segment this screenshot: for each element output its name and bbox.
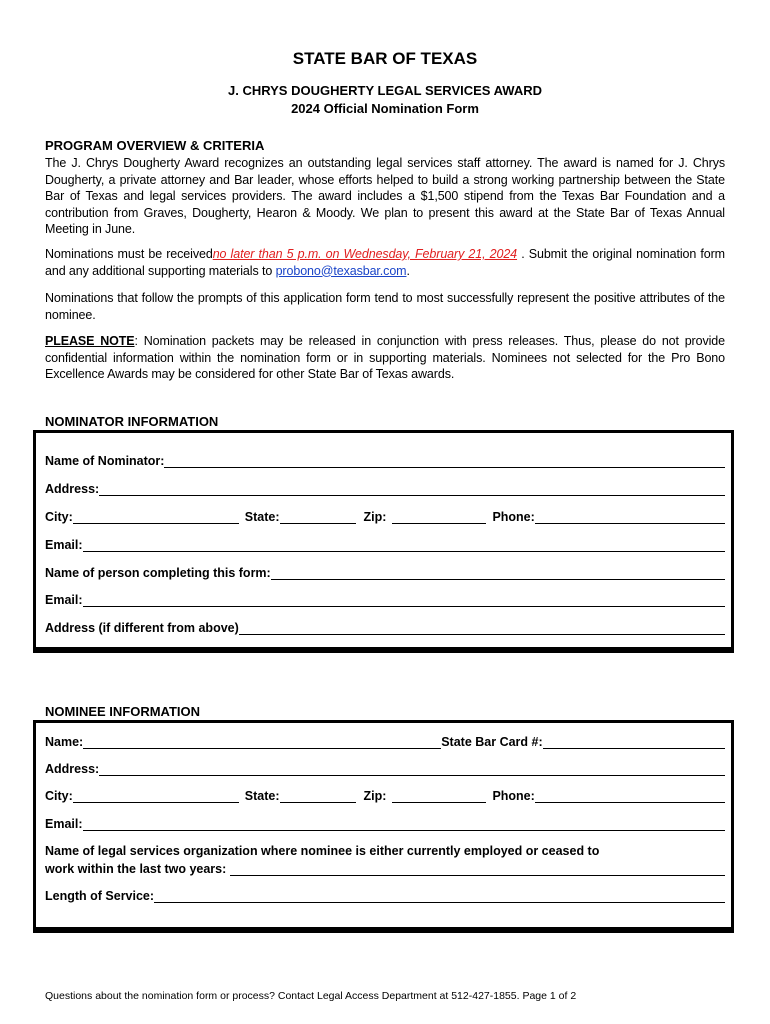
nominee-box	[33, 720, 734, 933]
nominee-heading: NOMINEE INFORMATION	[45, 704, 201, 719]
deadline-intro: Nominations must be received	[45, 247, 213, 261]
completing-email-row	[45, 589, 725, 607]
org-row-2	[45, 858, 725, 876]
completing-email-field[interactable]	[83, 592, 725, 607]
org-label-line1: Name of legal services organization where nominee is either currently employed or ceased to	[45, 844, 600, 858]
nominee-city-row	[45, 785, 725, 803]
nominee-name-field[interactable]	[83, 734, 441, 749]
nominee-address-row	[45, 758, 725, 776]
nominator-state-label: State:	[244, 510, 280, 524]
award-title: J. CHRYS DOUGHERTY LEGAL SERVICES AWARD	[228, 83, 542, 98]
nominator-phone-field[interactable]	[535, 509, 725, 524]
nominator-address-label: Address:	[45, 482, 100, 496]
nominee-phone-label: Phone:	[492, 789, 535, 803]
overview-paragraph: The J. Chrys Dougherty Award recognizes an outstanding legal services staff attorney. The award is named for J. Chrys Dougherty, a private attorney and Bar leader, whose efforts helped to build a strong working partnership between the State Bar of Texas and legal services providers. The award includes a $1,500 stipend from the Texas Bar Foundation and a contribution from Graves, Dougherty, Hearon & Moody. We plan to present this award at the State Bar of Texas Annual Meeting in June.	[45, 156, 725, 236]
alt-address-label: Address (if different from above)	[45, 621, 239, 635]
deadline-end: .	[406, 263, 410, 278]
deadline-submit: . Submit the original nomination form and any additional supporting materials to	[45, 247, 725, 278]
completing-email-label: Email:	[45, 593, 83, 607]
nominee-zip-field[interactable]	[392, 788, 486, 803]
page-title: STATE BAR OF TEXAS	[292, 49, 478, 68]
overview-heading: PROGRAM OVERVIEW & CRITERIA	[45, 138, 265, 153]
deadline-text: no later than 5 p.m. on Wednesday, February 21, 2024	[212, 247, 518, 261]
nominator-name-field[interactable]	[164, 453, 725, 468]
nominee-phone-field[interactable]	[535, 788, 725, 803]
completing-field[interactable]	[271, 565, 725, 580]
nominee-email-row	[45, 813, 725, 831]
nominator-zip-label: Zip:	[363, 510, 387, 524]
nominee-name-row	[45, 731, 725, 749]
org-field[interactable]	[230, 861, 725, 876]
nominator-state-field[interactable]	[280, 509, 356, 524]
nominee-state-label: State:	[244, 789, 280, 803]
nominee-email-field[interactable]	[83, 816, 725, 831]
nominator-city-label: City:	[45, 510, 73, 524]
nominee-state-field[interactable]	[280, 788, 356, 803]
note-text: : Nomination packets may be released in conjunction with press releases. Thus, please do not provide confidential information within the nomination form or in supporting materials. Nominees not selected for the Pro Bono Excellence Awards may be considered for other State Bar of Texas awards.	[45, 334, 725, 381]
nominator-email-row	[45, 534, 725, 552]
completing-row	[45, 562, 725, 580]
bar-card-field[interactable]	[543, 734, 725, 749]
org-label-line2: work within the last two years:	[45, 862, 227, 876]
org-row-1	[45, 840, 725, 858]
footer-text: Questions about the nomination form or process? Contact Legal Access Department at 512-427-1855. Page 1 of 2	[45, 990, 577, 1002]
alt-address-field[interactable]	[239, 620, 725, 635]
nominator-email-field[interactable]	[83, 537, 725, 552]
nominee-email-label: Email:	[45, 817, 83, 831]
email-link[interactable]: probono@texasbar.com	[275, 263, 407, 278]
nominator-box	[33, 430, 734, 653]
nominator-name-label: Name of Nominator:	[45, 454, 165, 468]
nominee-address-field[interactable]	[99, 761, 725, 776]
prompts-paragraph: Nominations that follow the prompts of this application form tend to most successfully represent the positive attributes of the nominee.	[45, 291, 725, 322]
nominator-heading: NOMINATOR INFORMATION	[45, 414, 219, 429]
nominator-email-label: Email:	[45, 538, 83, 552]
nominator-address-row	[45, 478, 725, 496]
form-subtitle: 2024 Official Nomination Form	[291, 101, 479, 116]
nominator-city-field[interactable]	[73, 509, 239, 524]
note-label: PLEASE NOTE	[45, 334, 135, 348]
nominator-city-row	[45, 506, 725, 524]
bar-card-label: State Bar Card #:	[441, 735, 543, 749]
nominator-name-row	[45, 450, 725, 468]
nominator-phone-label: Phone:	[492, 510, 535, 524]
nominator-zip-field[interactable]	[392, 509, 486, 524]
completing-label: Name of person completing this form:	[45, 566, 271, 580]
nominee-city-field[interactable]	[73, 788, 239, 803]
nominator-address-field[interactable]	[99, 481, 725, 496]
note-paragraph	[45, 333, 725, 383]
nominee-zip-label: Zip:	[363, 789, 387, 803]
length-row	[45, 885, 725, 903]
nominee-address-label: Address:	[45, 762, 100, 776]
length-label: Length of Service:	[45, 889, 155, 903]
nominee-city-label: City:	[45, 789, 73, 803]
nominee-name-label: Name:	[45, 735, 84, 749]
length-field[interactable]	[154, 888, 725, 903]
alt-address-row	[45, 617, 725, 635]
deadline-paragraph	[45, 246, 725, 279]
